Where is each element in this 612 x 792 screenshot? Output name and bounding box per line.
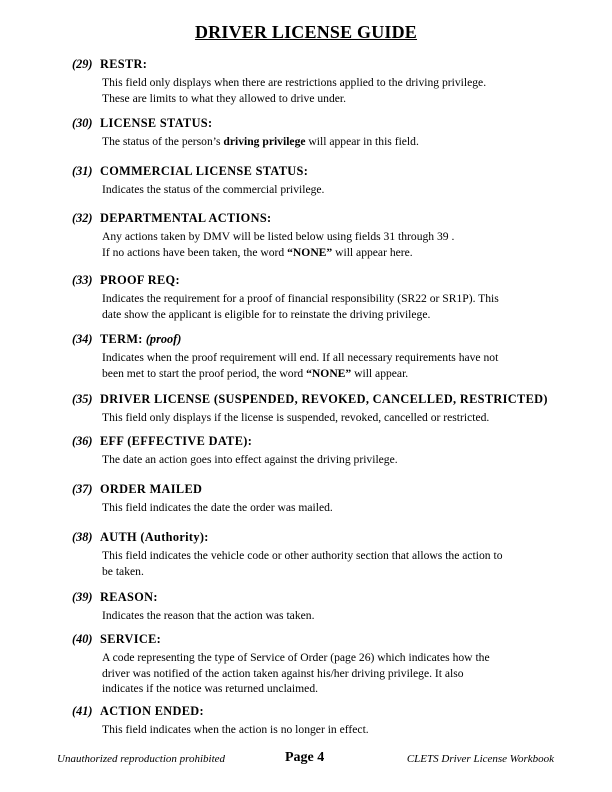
entry-label: AUTH (Authority):	[100, 530, 209, 544]
entry-38	[72, 530, 562, 579]
entry-number: (30)	[72, 116, 93, 130]
entry-label: LICENSE STATUS:	[100, 116, 213, 130]
entry-35	[72, 392, 562, 426]
entry-33	[72, 273, 562, 322]
entry-number: (40)	[72, 632, 93, 646]
entry-number: (39)	[72, 590, 93, 604]
page-footer	[0, 750, 612, 770]
entry-description: A code representing the type of Service of Order (page 26) which indicates how the driver was notified of the action taken against his/her driving privilege. It also indicates if the notice was returned unclaimed.	[102, 651, 490, 695]
entry-number: (37)	[72, 482, 93, 496]
entry-37	[72, 482, 562, 516]
entry-label: EFF (EFFECTIVE DATE):	[100, 434, 253, 448]
entry-number: (33)	[72, 273, 93, 287]
entry-description: This field indicates when the action is no longer in effect.	[102, 723, 369, 736]
entry-number: (29)	[72, 57, 93, 71]
entry-number: (34)	[72, 332, 93, 346]
entry-description: This field indicates the vehicle code or other authority section that allows the action to be taken.	[102, 549, 503, 578]
entry-number: (41)	[72, 704, 93, 718]
entry-description: Indicates when the proof requirement will end. If all necessary requirements have not been met to start the proof period, the word “NONE” will appear.	[102, 351, 499, 380]
entry-40	[72, 632, 562, 697]
entry-label: REASON:	[100, 590, 158, 604]
entry-number: (36)	[72, 434, 93, 448]
entry-label: SERVICE:	[100, 632, 162, 646]
entry-label: DRIVER LICENSE (SUSPENDED, REVOKED, CANCELLED, RESTRICTED)	[100, 392, 548, 406]
entry-description: The date an action goes into effect against the driving privilege.	[102, 453, 398, 466]
entry-label: DEPARTMENTAL ACTIONS:	[100, 211, 272, 225]
entry-number: (38)	[72, 530, 93, 544]
entry-32	[72, 211, 562, 260]
footer-notice: Unauthorized reproduction prohibited	[57, 753, 226, 765]
footer-workbook-title: CLETS Driver License Workbook	[406, 753, 554, 765]
entry-label: PROOF REQ:	[100, 273, 180, 287]
entry-description: This field only displays if the license is suspended, revoked, cancelled or restricted.	[102, 411, 490, 424]
entry-number: (35)	[72, 392, 93, 406]
entry-41	[72, 704, 562, 738]
entry-label: TERM:	[100, 332, 143, 346]
entry-label: COMMERCIAL LICENSE STATUS:	[100, 164, 309, 178]
page-title: DRIVER LICENSE GUIDE	[194, 22, 418, 42]
entry-label-qualifier: (proof)	[145, 332, 182, 346]
entry-description: Any actions taken by DMV will be listed below using fields 31 through 39 . If no actions have been taken, the word “NONE” will appear here.	[102, 230, 455, 259]
entry-34	[72, 332, 562, 381]
entry-label: ACTION ENDED:	[100, 704, 204, 718]
entry-description: This field indicates the date the order was mailed.	[102, 501, 333, 514]
entry-36	[72, 434, 562, 468]
entry-description: This field only displays when there are restrictions applied to the driving privilege. These are limits to what they allowed to drive under.	[102, 76, 487, 105]
page-number: Page 4	[285, 750, 325, 765]
entry-description: Indicates the status of the commercial privilege.	[102, 183, 325, 196]
entry-39	[72, 590, 562, 624]
entry-description: Indicates the reason that the action was taken.	[102, 609, 315, 622]
entry-30	[72, 116, 562, 150]
entry-label: ORDER MAILED	[100, 482, 203, 496]
entry-number: (32)	[72, 211, 93, 225]
entry-number: (31)	[72, 164, 93, 178]
entry-label: RESTR:	[100, 57, 148, 71]
entry-31	[72, 164, 562, 198]
entry-29	[72, 57, 562, 106]
entry-description: The status of the person’s driving privilege will appear in this field.	[102, 135, 419, 148]
entry-description: Indicates the requirement for a proof of financial responsibility (SR22 or SR1P). This date show the applicant is eligible for to reinstate the driving privilege.	[102, 292, 499, 321]
